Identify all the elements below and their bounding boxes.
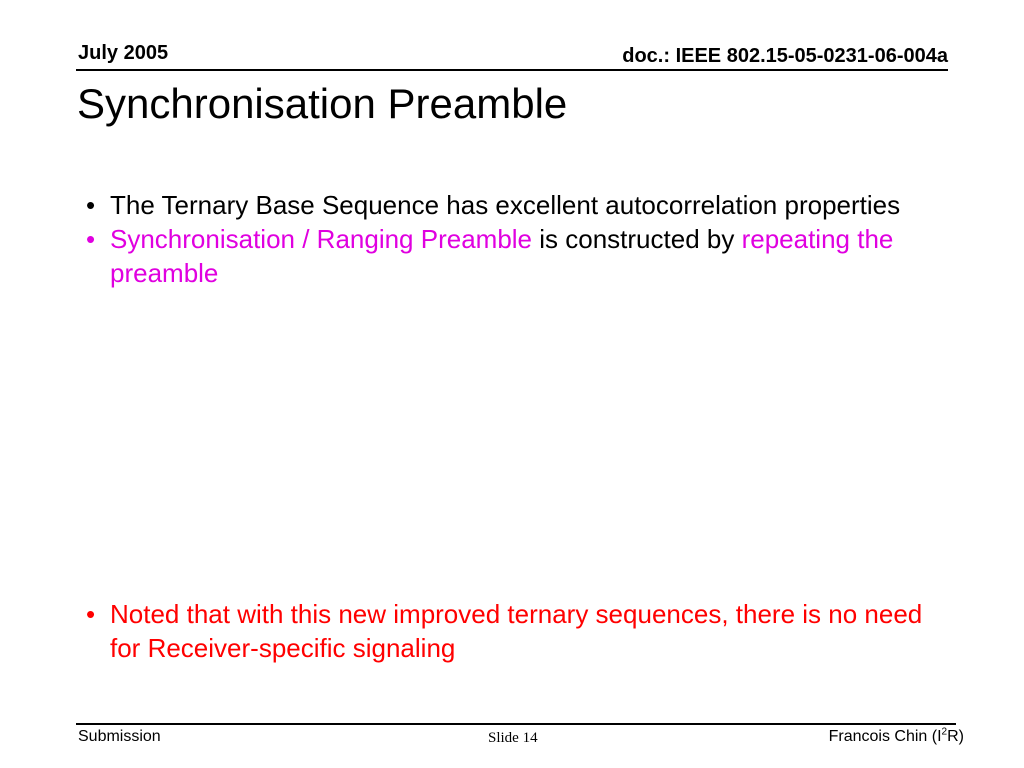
bullet-highlight-text: repeating the preamble: [110, 224, 894, 288]
footer-author-sup: 2: [941, 726, 948, 738]
bullet-list-top: [86, 188, 936, 290]
bullet-list-bottom: [86, 597, 936, 665]
slide-title: Synchronisation Preamble: [77, 80, 568, 127]
footer-submission: Submission: [78, 728, 161, 745]
bullet-icon: •: [86, 599, 96, 629]
footer-divider: [76, 723, 956, 725]
bullet-item: [86, 188, 936, 222]
footer-author-suffix: R): [947, 728, 964, 745]
bullet-icon: •: [86, 224, 96, 254]
footer-author: [829, 727, 964, 747]
bullet-text: is constructed by: [532, 224, 742, 254]
header-divider: [76, 69, 948, 71]
bullet-item: [86, 597, 936, 665]
footer-slide-number: Slide 14: [488, 730, 538, 746]
header-date: July 2005: [78, 42, 169, 64]
bullet-item: [86, 222, 936, 290]
footer-author-prefix: Francois Chin (I: [828, 728, 942, 745]
header-doc-id: doc.: IEEE 802.15-05-0231-06-004a: [622, 45, 948, 67]
bullet-highlight-text: Synchronisation / Ranging Preamble: [110, 224, 533, 254]
bullet-icon: •: [86, 190, 96, 220]
bullet-text: The Ternary Base Sequence has excellent autocorrelation properties: [110, 190, 901, 220]
bullet-note-text: Noted that with this new improved ternary sequences, there is no need for Receiver-specific signaling: [110, 599, 923, 663]
